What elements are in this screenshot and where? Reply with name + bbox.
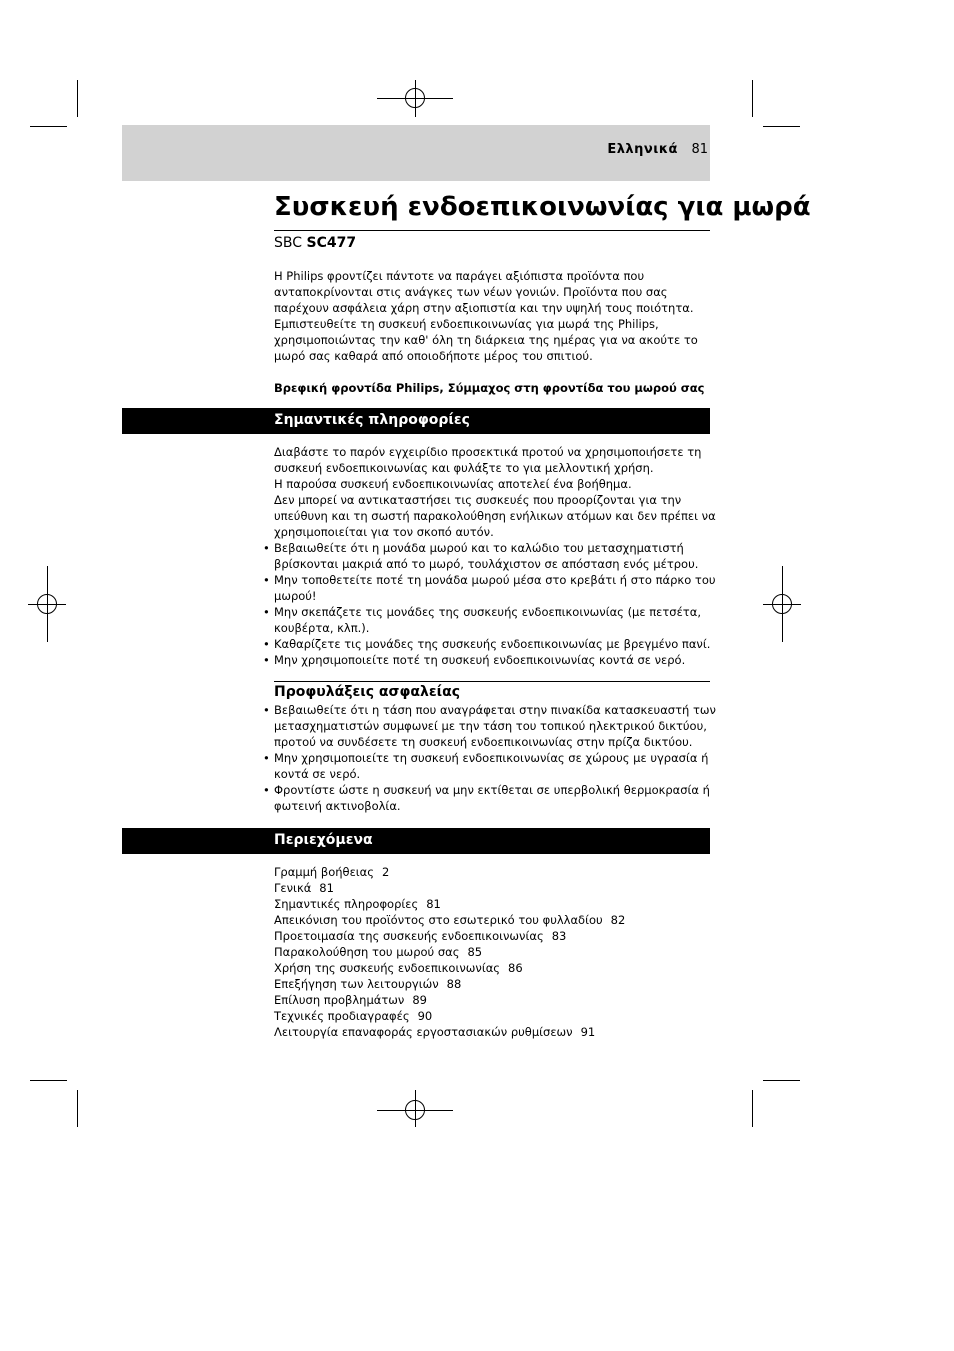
language-label: Ελληνικά bbox=[607, 142, 678, 157]
list-item-line: • Βεβαιωθείτε ότι η τάση που αναγράφεται στην πινακίδα κατασκευαστή των bbox=[274, 703, 716, 717]
important-bullet-list bbox=[274, 540, 716, 668]
toc-item-page: 82 bbox=[610, 913, 626, 927]
title-divider bbox=[274, 230, 710, 231]
list-item bbox=[274, 652, 710, 668]
toc-item-label: Γενικά bbox=[274, 881, 312, 895]
list-item-line: βρίσκονται μακριά από το μωρό, τουλάχιστον σε απόσταση ενός μέτρου. bbox=[274, 557, 699, 571]
toc-item-label: Επίλυση προβλημάτων bbox=[274, 993, 405, 1007]
toc-item-page: 86 bbox=[508, 961, 523, 975]
list-item-line: προτού να συνδέσετε τη συσκευή ενδοεπικοινωνίας στην πρίζα δικτύου. bbox=[274, 735, 693, 749]
intro-paragraph bbox=[274, 268, 710, 364]
list-item-line: φωτεινή ακτινοβολία. bbox=[274, 799, 401, 813]
model-number bbox=[274, 235, 356, 251]
section-bar-contents bbox=[122, 828, 710, 854]
toc-item-label: Λειτουργία επαναφοράς εργοστασιακών ρυθμίσεων bbox=[274, 1025, 573, 1039]
toc-item[interactable] bbox=[274, 912, 625, 928]
toc-item-label: Σημαντικές πληροφορίες bbox=[274, 897, 419, 911]
tagline: Βρεφική φροντίδα Philips, Σύμμαχος στη φροντίδα του μωρού σας bbox=[274, 381, 705, 395]
paragraph-line: Δεν μπορεί να αντικαταστήσει τις συσκευές που προορίζονται για την bbox=[274, 493, 682, 507]
list-item bbox=[274, 782, 710, 814]
toc-item-label: Επεξήγηση των λειτουργιών bbox=[274, 977, 439, 991]
list-item-line: κουβέρτα, κλπ.). bbox=[274, 621, 370, 635]
toc-item-page: 83 bbox=[551, 929, 567, 943]
section-heading: Περιεχόμενα bbox=[274, 832, 373, 848]
list-item bbox=[274, 750, 710, 782]
list-item bbox=[274, 540, 710, 572]
toc-item-label: Γραμμή βοήθειας bbox=[274, 865, 375, 879]
paragraph-line: συσκευή ενδοεπικοινωνίας και φυλάξτε το για μελλοντική χρήση. bbox=[274, 461, 654, 475]
list-item-line: • Φροντίστε ώστε η συσκευή να μην εκτίθεται σε υπερβολική θερμοκρασία ή bbox=[274, 783, 710, 797]
toc-item-page: 2 bbox=[382, 865, 390, 879]
list-item bbox=[274, 572, 716, 604]
intro-line: παρέχουν ασφάλεια χάρη στην αξιοπιστία και την υψηλή τους ποιότητα. bbox=[274, 301, 694, 315]
paragraph-line: Η παρούσα συσκευή ενδοεπικοινωνίας αποτελεί ένα βοήθημα. bbox=[274, 477, 632, 491]
list-item-line: • Βεβαιωθείτε ότι η μονάδα μωρού και το καλώδιο του μετασχηματιστή bbox=[274, 541, 684, 555]
toc-item[interactable] bbox=[274, 928, 625, 944]
intro-line: ανταποκρίνονται στις ανάγκες των νέων γονιών. Προϊόντα που σας bbox=[274, 285, 668, 299]
table-of-contents bbox=[274, 864, 625, 1040]
intro-line: Εμπιστευθείτε τη συσκευή ενδοεπικοινωνίας για μωρά της Philips, bbox=[274, 317, 659, 331]
toc-item[interactable] bbox=[274, 896, 625, 912]
list-item-line: • Καθαρίζετε τις μονάδες της συσκευής ενδοεπικοινωνίας με βρεγμένο πανί. bbox=[274, 637, 711, 651]
list-item-line: κοντά σε νερό. bbox=[274, 767, 361, 781]
paragraph-line: χρησιμοποιείται για τον σκοπό αυτόν. bbox=[274, 525, 494, 539]
toc-item[interactable] bbox=[274, 992, 625, 1008]
paragraph-line: Διαβάστε το παρόν εγχειρίδιο προσεκτικά προτού να χρησιμοποιήσετε τη bbox=[274, 445, 702, 459]
toc-item-page: 89 bbox=[412, 993, 427, 1007]
list-item bbox=[274, 702, 716, 750]
section-bar-important bbox=[122, 408, 710, 434]
model-code: SC477 bbox=[306, 235, 357, 251]
toc-item[interactable] bbox=[274, 864, 625, 880]
toc-item-label: Προετοιμασία της συσκευής ενδοεπικοινωνίας bbox=[274, 929, 544, 943]
intro-line: Η Philips φροντίζει πάντοτε να παράγει αξιόπιστα προϊόντα που bbox=[274, 269, 645, 283]
toc-item-page: 81 bbox=[319, 881, 334, 895]
intro-line: μωρό σας καθαρά από οποιοδήποτε μέρος του σπιτιού. bbox=[274, 349, 593, 363]
list-item bbox=[274, 604, 710, 636]
toc-item-page: 90 bbox=[417, 1009, 433, 1023]
paragraph-line: υπεύθυνη και τη σωστή παρακολούθηση ενήλικων ατόμων και δεν πρέπει να bbox=[274, 509, 716, 523]
list-item bbox=[274, 636, 710, 652]
toc-item-label: Παρακολούθηση του μωρού σας bbox=[274, 945, 460, 959]
toc-item[interactable] bbox=[274, 880, 625, 896]
page-number: 81 bbox=[691, 142, 708, 157]
safety-bullet-list bbox=[274, 702, 716, 814]
list-item-line: • Μην χρησιμοποιείτε ποτέ τη συσκευή ενδοεπικοινωνίας κοντά σε νερό. bbox=[274, 653, 686, 667]
toc-item-label: Τεχνικές προδιαγραφές bbox=[274, 1009, 410, 1023]
model-prefix: SBC bbox=[274, 235, 303, 251]
page-title: Συσκευή ενδοεπικοινωνίας για μωρά bbox=[274, 192, 811, 222]
toc-item-page: 81 bbox=[426, 897, 441, 911]
toc-item-page: 85 bbox=[467, 945, 483, 959]
list-item-line: • Μην σκεπάζετε τις μονάδες της συσκευής ενδοεπικοινωνίας (με πετσέτα, bbox=[274, 605, 701, 619]
toc-item-label: Απεικόνιση του προϊόντος στο εσωτερικό του φυλλαδίου bbox=[274, 913, 603, 927]
subsection-heading-safety: Προφυλάξεις ασφαλείας bbox=[274, 684, 461, 700]
toc-item[interactable] bbox=[274, 944, 625, 960]
list-item-line: μωρού! bbox=[274, 589, 317, 603]
toc-item[interactable] bbox=[274, 960, 625, 976]
list-item-line: • Μην χρησιμοποιείτε τη συσκευή ενδοεπικοινωνίας σε χώρους με υγρασία ή bbox=[274, 751, 709, 765]
toc-item[interactable] bbox=[274, 1024, 625, 1040]
toc-item-label: Χρήση της συσκευής ενδοεπικοινωνίας bbox=[274, 961, 501, 975]
toc-item-page: 91 bbox=[580, 1025, 596, 1039]
list-item-line: μετασχηματιστών συμφωνεί με την τάση του τοπικού ηλεκτρικού δικτύου, bbox=[274, 719, 707, 733]
toc-item-page: 88 bbox=[446, 977, 462, 991]
intro-line: χρησιμοποιώντας την καθ' όλη τη διάρκεια της ημέρας για να ακούτε το bbox=[274, 333, 698, 347]
list-item-line: • Μην τοποθετείτε ποτέ τη μονάδα μωρού μέσα στο κρεβάτι ή στο πάρκο του bbox=[274, 573, 716, 587]
subsection-divider bbox=[274, 681, 710, 682]
section-heading: Σημαντικές πληροφορίες bbox=[274, 412, 470, 428]
header-band bbox=[122, 125, 710, 181]
important-paragraph bbox=[274, 444, 716, 540]
toc-item[interactable] bbox=[274, 976, 625, 992]
toc-item[interactable] bbox=[274, 1008, 625, 1024]
